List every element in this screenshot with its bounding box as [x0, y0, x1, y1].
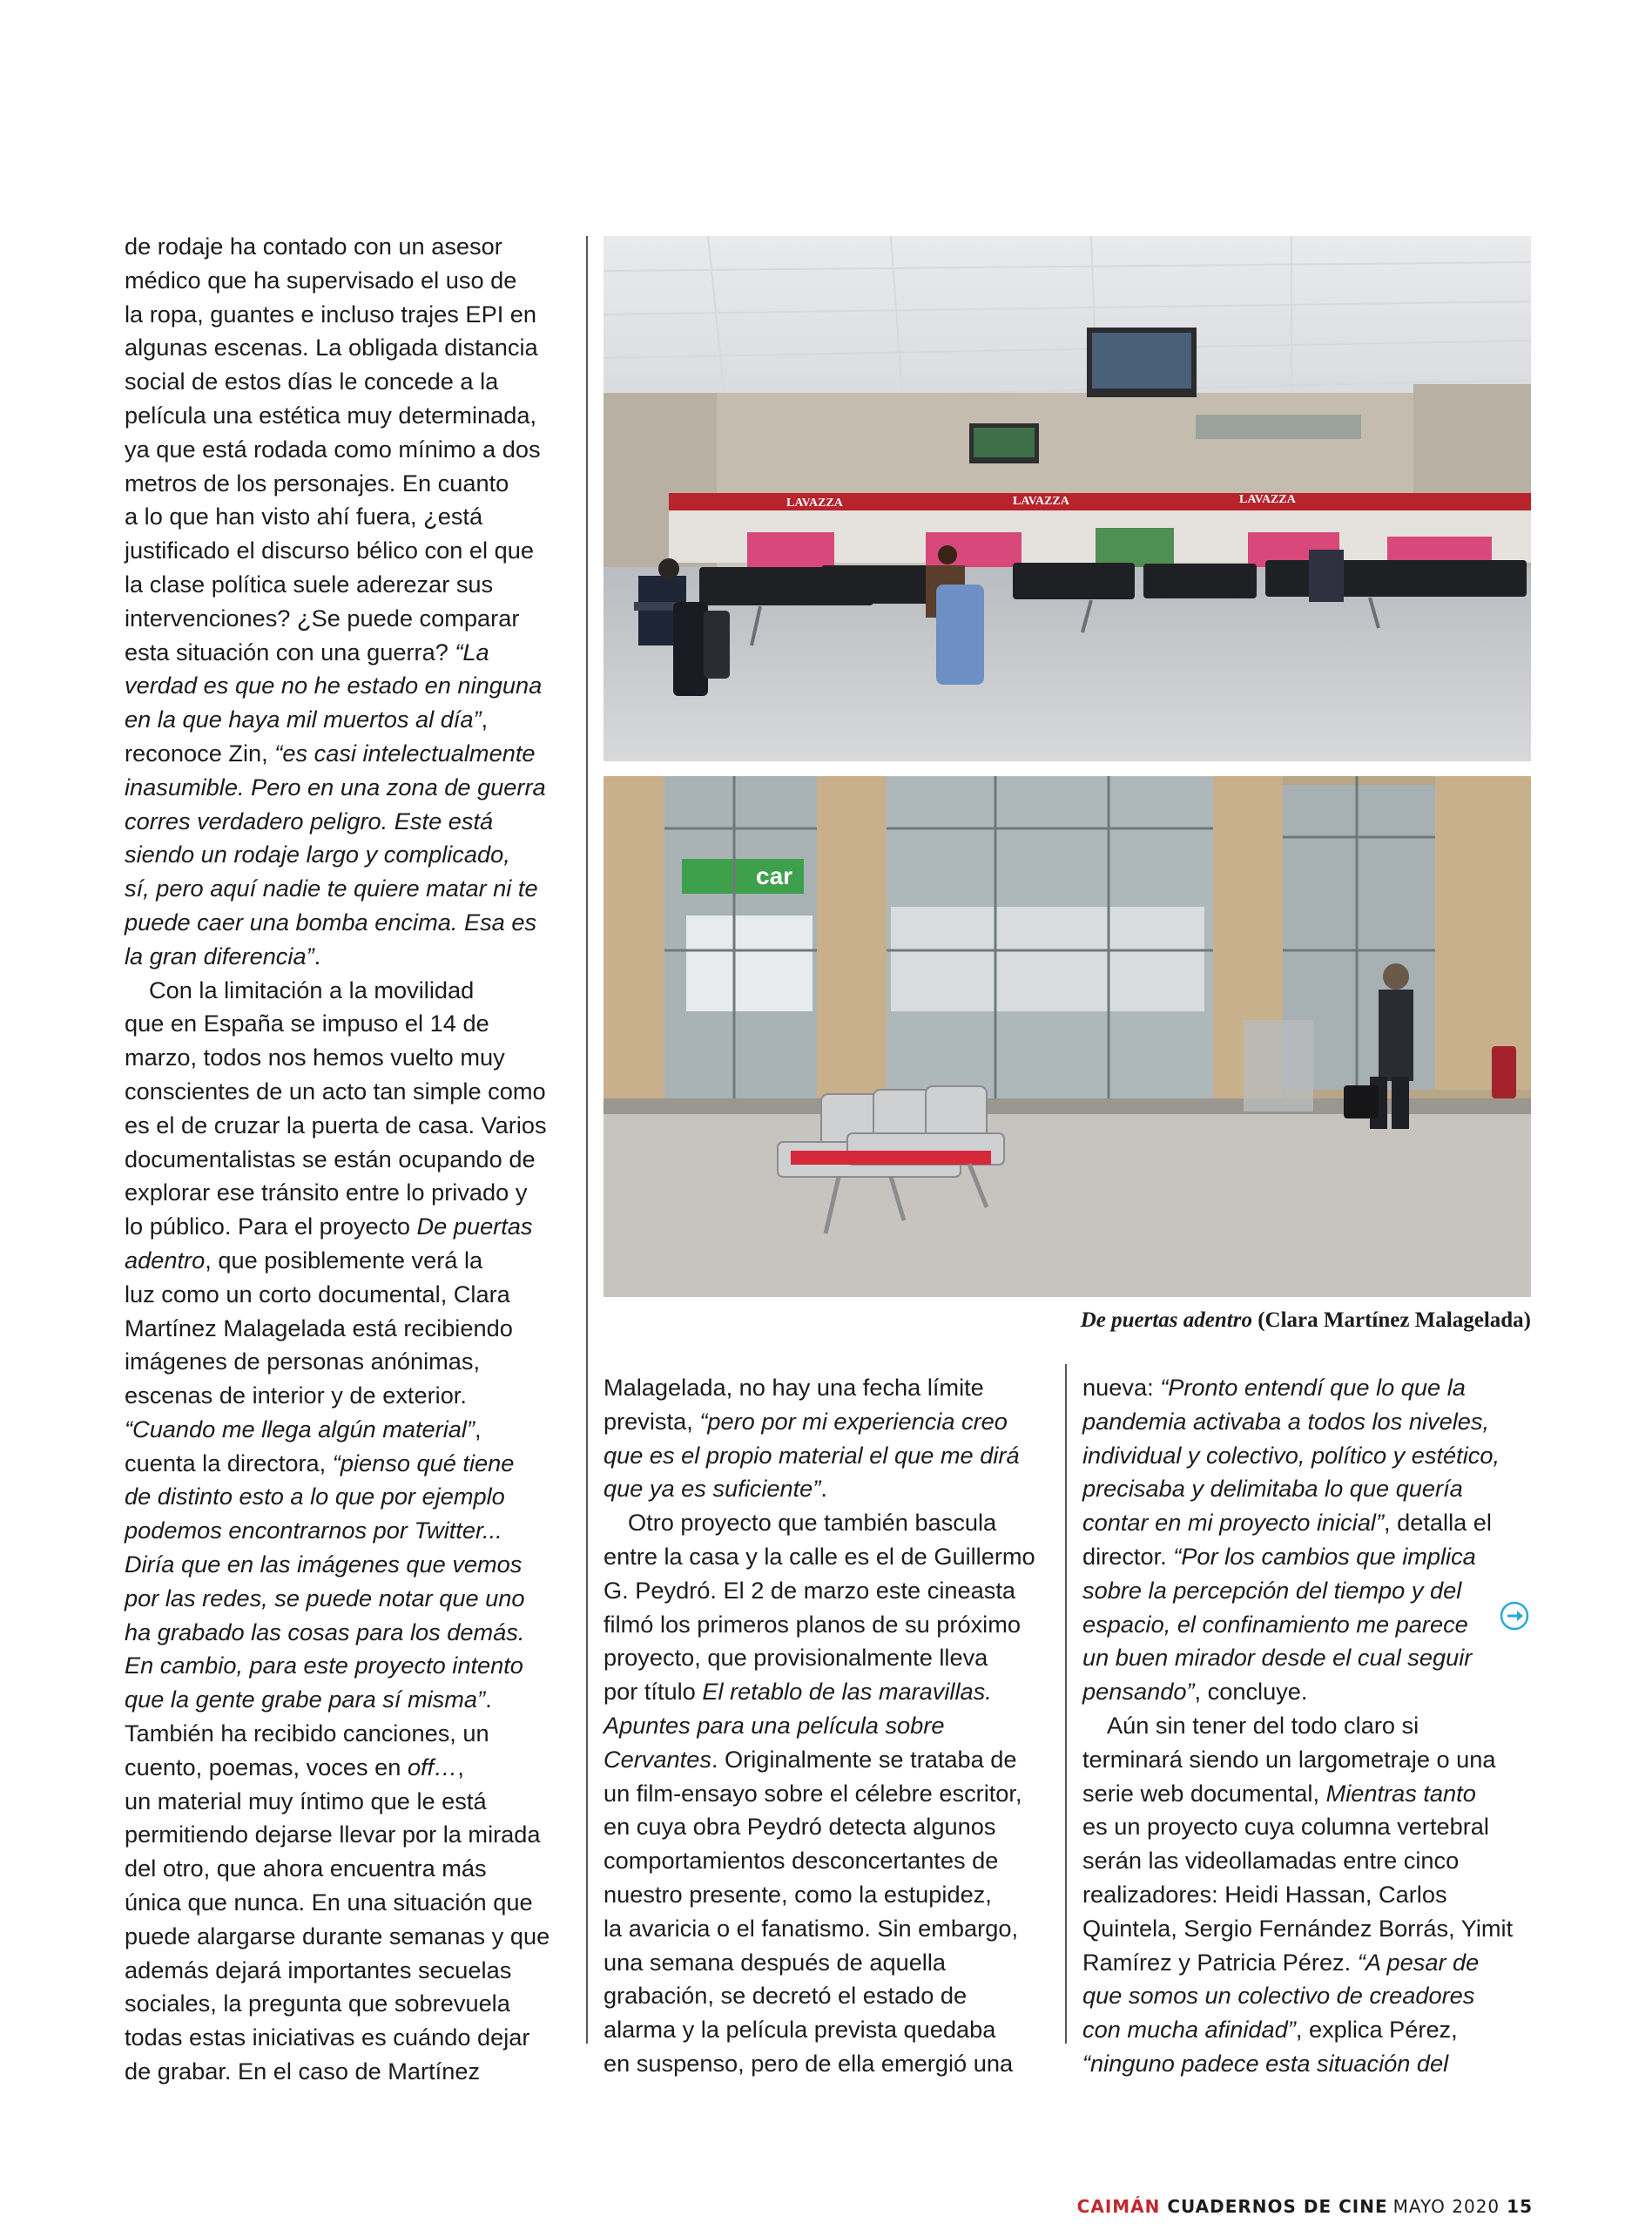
magazine-brand: CAIMÁN — [1076, 2196, 1161, 2217]
article-column-1 — [125, 230, 569, 2089]
paragraph: Otro proyecto que también bascula entre la casa y la calle es el de Guillermo G. Peydró. El 2 de marzo este cineasta filmó los primeros planos de su próximo proyecto, que provisionalmente lleva por título El retablo de las maravillas. Apuntes para una película sobre Cervantes. Originalmente se trataba de un film-ensayo sobre el célebre escritor, en cuya obra Peydró detecta algunos comportamientos desconcertantes de nuestro presente, como la estupidez, la avaricia o el fanatismo. Sin embargo, una semana después de aquella grabación, se decretó el estado de alarma y la película prevista quedaba en suspenso, pero de ella emergió una — [603, 1509, 1035, 2077]
column-rule — [586, 236, 588, 2044]
paragraph: nueva: “Pronto entendí que lo que la pandemia activaba a todos los niveles, individual y colectivo, político y estético, precisaba y delimitaba lo que quería contar en mi proyecto inicial”, detalla el director. “Por los cambios que implica sobre la percepción del tiempo y del espacio, el confinamiento me parece un buen mirador desde el cual seguir pensando”, concluye. — [1082, 1374, 1500, 1706]
magazine-name: CUADERNOS DE CINE — [1160, 2196, 1388, 2217]
waiting-hall-image — [603, 236, 1531, 761]
paragraph: Malagelada, no hay una fecha límite prevista, “pero por mi experiencia creo que es el propio material el que me dirá que ya es suficiente”. — [603, 1374, 1020, 1503]
column-rule — [1065, 1364, 1067, 2044]
arrow-right-circle-icon — [1500, 1601, 1529, 1631]
lavazza-sign-text: LAVAZZA — [786, 497, 843, 510]
photo-station-waiting-hall — [603, 236, 1531, 761]
station-sign-text: car — [756, 862, 793, 889]
lavazza-sign-text: LAVAZZA — [1239, 493, 1296, 506]
platform-image — [603, 776, 1531, 1297]
page-footer — [1077, 2196, 1533, 2217]
paragraph: Aún sin tener del todo claro si terminará siendo un largometraje o una serie web documental, Mientras tanto es un proyecto cuya columna vertebral serán las videollamadas entre cinco realizadores: Heidi Hassan, Carlos Quintela, Sergio Fernández Borrás, Yimit Ramírez y Patricia Pérez. “A pesar de que somos un colectivo de creadores con mucha afinidad”, explica Pérez, “ninguno padece esta situación del — [1082, 1711, 1514, 2077]
issue-date: MAYO 2020 — [1392, 2196, 1500, 2217]
lavazza-sign-text: LAVAZZA — [1013, 495, 1069, 508]
paragraph: de rodaje ha contado con un asesor médico que ha supervisado el uso de la ropa, guantes e incluso trajes EPI en algunas escenas. La obligada distancia social de estos días le concede a la película una estética muy determinada, ya que está rodada como mínimo a dos metros de los personajes. En cuanto a lo que han visto ahí fuera, ¿está justificado el discurso bélico con el que la clase política suele aderezar sus intervenciones? ¿Se puede comparar esta situación con una guerra? “La verdad es que no he estado en ninguna en la que haya mil muertos al día”, reconoce Zin, “es casi intelectualmente inasumible. Pero en una zona de guerra corres verdadero peligro. Este está siendo un rodaje largo y complicado, sí, pero aquí nadie te quiere matar ni te puede caer una bomba encima. Esa es la gran diferencia”. — [125, 233, 546, 970]
photo-station-platform — [603, 776, 1531, 1297]
article-column-3 — [1082, 1371, 1535, 2081]
paragraph: Con la limitación a la movilidad que en España se impuso el 14 de marzo, todos nos hemos vuelto muy conscientes de un acto tan simple como es el de cruzar la puerta de casa. Varios documentalistas se están ocupando de explorar ese tránsito entre lo privado y lo público. Para el proyecto De puertas adentro, que posiblemente verá la luz como un corto documental, Clara Martínez Malagelada está recibiendo imágenes de personas anónimas, escenas de interior y de exterior. “Cuando me llega algún material”, cuenta la directora, “pienso qué tiene de distinto esto a lo que por ejemplo podemos encontrarnos por Twitter... Diría que en las imágenes que vemos por las redes, se puede notar que uno ha grabado las cosas para los demás. En cambio, para este proyecto intento que la gente grabe para sí misma”. También ha recibido canciones, un cuento, poemas, voces en off…, un material muy íntimo que le está permitiendo dejarse llevar por la mirada del otro, que ahora encuentra más única que nunca. En una situación que puede alargarse durante semanas y que además dejará importantes secuelas sociales, la pregunta que sobrevuela todas estas iniciativas es cuándo dejar de grabar. En el caso de Martínez — [125, 976, 550, 2085]
page-number: 15 — [1507, 2196, 1533, 2217]
article-column-2 — [603, 1371, 1039, 2081]
photo-caption: De puertas adentro (Clara Martínez Malagelada) — [1080, 1308, 1531, 1332]
